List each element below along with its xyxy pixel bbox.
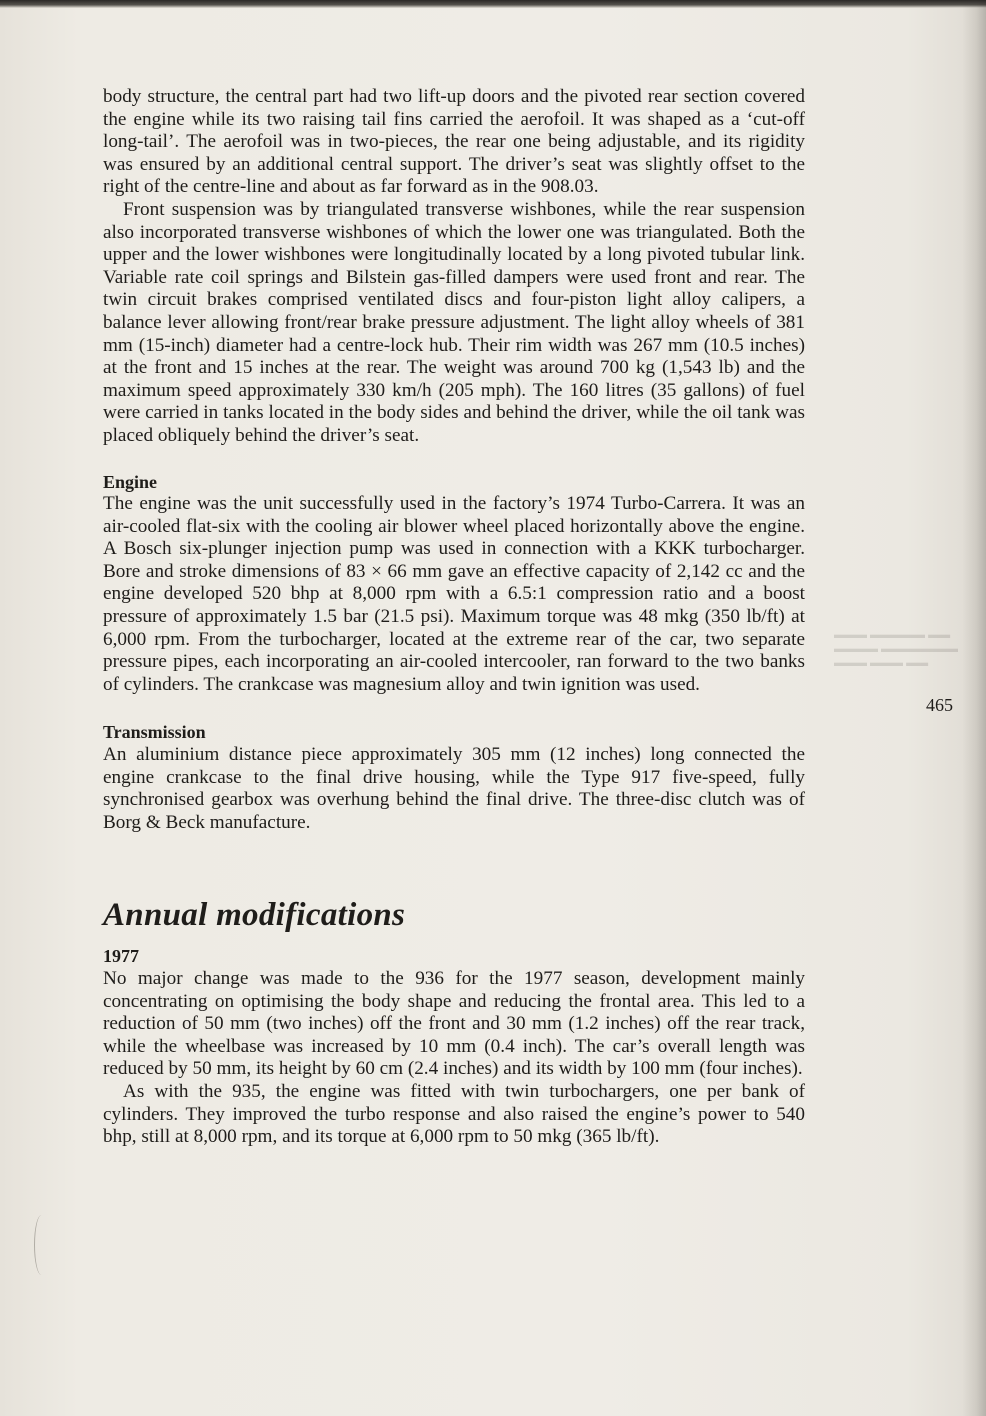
text-column: [103, 86, 805, 1149]
transmission-paragraph: An aluminium distance piece approximately 305 mm (12 inches) long connected the engine crankcase to the final drive housing, while the Type 917 five-speed, fully synchronised gearbox was overhung behind the final drive. The three-disc clutch was of Borg & Beck manufacture.: [103, 744, 805, 833]
page-right-edge-shadow: [962, 0, 986, 1416]
page-number: 465: [926, 695, 953, 715]
show-through-text: ▬▬▬ ▬▬▬▬▬ ▬▬ ▬▬▬▬ ▬▬▬▬▬▬▬ ▬▬▬ ▬▬▬ ▬▬: [834, 629, 959, 669]
engine-paragraph: The engine was the unit successfully used in the factory’s 1974 Turbo-Carrera. It was an air-cooled flat-six with the cooling air blower wheel placed horizontally above the engine. A Bosch six-plunger injection pump was used in connection with a KKK turbocharger. Bore and stroke dimensions of 83 × 66 mm gave an effective capacity of 2,142 cc and the engine developed 520 bhp at 8,000 rpm with a 6.5:1 compression ratio and a boost pressure of approximately 1.5 bar (21.5 psi). Maximum torque was 48 mkg (350 lb/ft) at 6,000 rpm. From the turbocharger, located at the extreme rear of the car, two separate pressure pipes, each incorporating an air-cooled intercooler, ran forward to the two banks of cylinders. The crankcase was magnesium alloy and twin ignition was used.: [103, 493, 805, 695]
year-heading: 1977: [103, 946, 139, 967]
transmission-heading: Transmission: [103, 722, 206, 743]
intro-paragraph-1: body structure, the central part had two lift-up doors and the pivoted rear section covered the engine while its two raising tail fins carried the aerofoil. It was shaped as a ‘cut-off long-tail’. The aerofoil was in two-pieces, the rear one being adjustable, and its rigidity was ensured by an additional central support. The driver’s seat was slightly offset to the right of the centre-line and about as far forward as in the 908.03.: [103, 86, 805, 198]
page-margin-mark: [34, 1215, 49, 1275]
intro-paragraph-2: Front suspension was by triangulated transverse wishbones, while the rear suspension also incorporated transverse wishbones of which the lower one was triangulated. Both the upper and the lower wishbones were longitudinally located by a long pivoted tubular link. Variable rate coil springs and Bilstein gas-filled dampers were used front and rear. The twin circuit brakes comprised ventilated discs and four-piston light alloy calipers, a balance lever allowing front/rear brake pressure adjustment. The light alloy wheels of 381 mm (15-inch) diameter had a centre-lock hub. Their rim width was 267 mm (10.5 inches) at the front and 15 inches at the rear. The weight was around 700 kg (1,543 lb) and the maximum speed approximately 330 km/h (205 mph). The 160 litres (35 gallons) of fuel were carried in tanks located in the body sides and behind the driver, while the oil tank was placed obliquely behind the driver’s seat.: [103, 198, 805, 446]
annual-paragraph-2: As with the 935, the engine was fitted with twin turbochargers, one per bank of cylinders. They improved the turbo response and also raised the engine’s power to 540 bhp, still at 8,000 rpm, and its torque at 6,000 rpm to 50 mkg (365 lb/ft).: [103, 1080, 805, 1148]
engine-heading: Engine: [103, 471, 158, 492]
section-title: Annual modifications: [103, 897, 406, 934]
annual-paragraph-1: No major change was made to the 936 for the 1977 season, development mainly concentrating on optimising the body shape and reducing the frontal area. This led to a reduction of 50 mm (two inches) off the front and 30 mm (1.2 inches) off the rear track, while the wheelbase was increased by 10 mm (0.4 inch). The car’s overall length was reduced by 50 mm, its height by 60 cm (2.4 inches) and its width by 100 mm (four inches).: [103, 968, 805, 1080]
page-top-edge-shadow: [0, 0, 986, 8]
